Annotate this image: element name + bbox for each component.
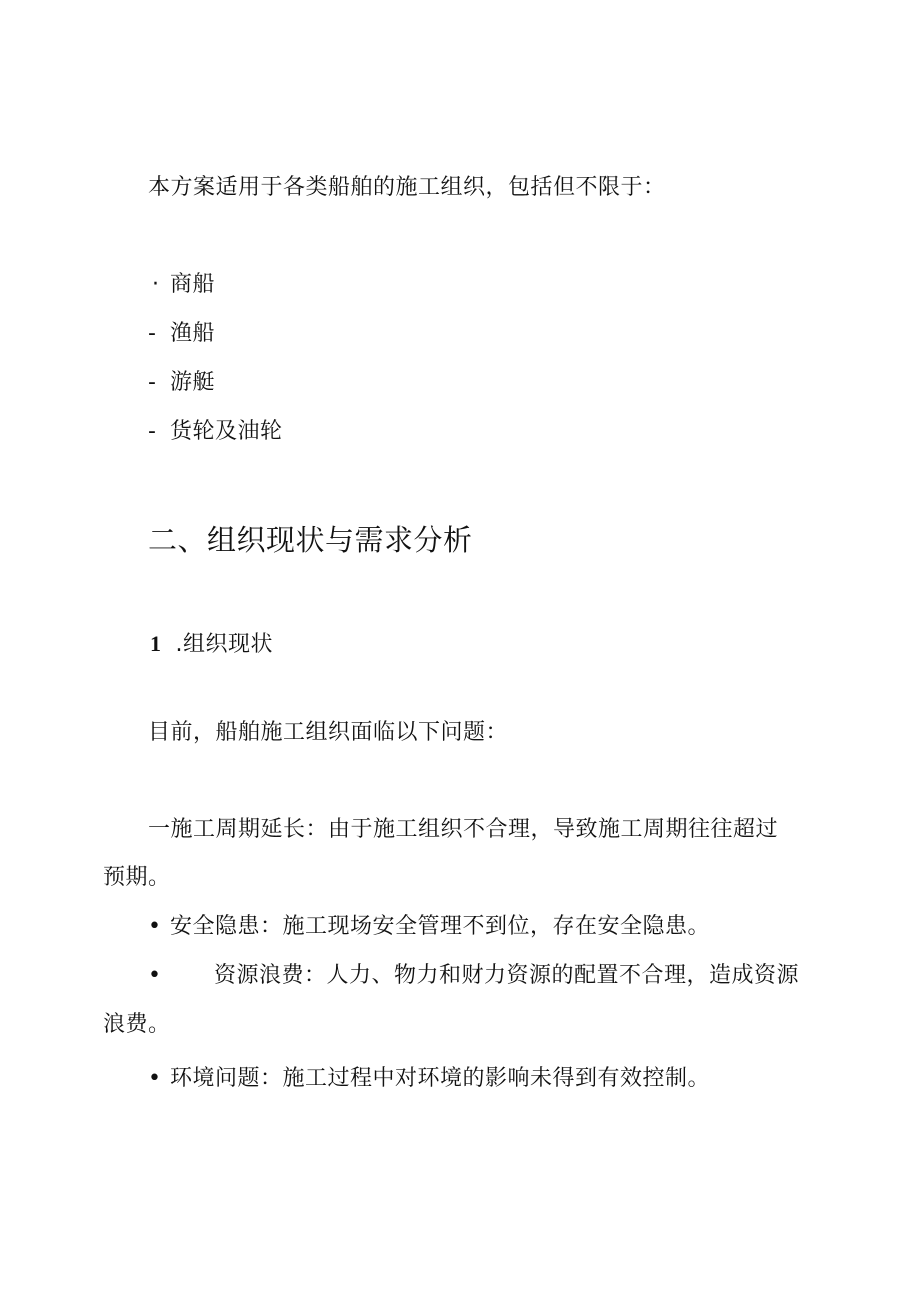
list-item bbox=[152, 270, 215, 300]
list-marker: - bbox=[148, 321, 157, 346]
list-item-text: 渔船 bbox=[170, 321, 216, 346]
problem-item-continuation: 预期。 bbox=[103, 865, 171, 890]
subsection-number: 1 bbox=[150, 631, 162, 656]
subsection-label: .组织现状 bbox=[175, 632, 273, 657]
scope-intro: 本方案适用于各类船舶的施工组织，包括但不限于： bbox=[148, 175, 666, 200]
list-marker: · bbox=[152, 272, 160, 297]
bullet-marker: • bbox=[148, 963, 162, 988]
problem-text: 资源浪费：人力、物力和财力资源的配置不合理，造成资源 bbox=[214, 963, 800, 988]
list-item bbox=[148, 368, 215, 398]
problem-text: 安全隐患：施工现场安全管理不到位，存在安全隐患。 bbox=[170, 914, 711, 939]
problems-lead: 目前，船舶施工组织面临以下问题： bbox=[148, 720, 509, 745]
list-item bbox=[148, 417, 283, 447]
bullet-marker: • bbox=[148, 914, 162, 939]
problem-item bbox=[148, 961, 799, 991]
subsection-heading bbox=[150, 629, 273, 660]
bullet-marker: • bbox=[148, 1066, 162, 1091]
list-item-text: 商船 bbox=[170, 272, 216, 297]
problem-item-continuation: 浪费。 bbox=[103, 1012, 171, 1037]
section-heading: 二、组织现状与需求分析 bbox=[148, 523, 473, 557]
list-item bbox=[148, 319, 215, 349]
list-marker: - bbox=[148, 370, 157, 395]
list-item-text: 货轮及油轮 bbox=[170, 419, 283, 444]
problem-text: 环境问题：施工过程中对环境的影响未得到有效控制。 bbox=[170, 1066, 711, 1091]
list-marker: - bbox=[148, 419, 157, 444]
problem-item bbox=[148, 912, 710, 942]
problem-item-line: 一施工周期延长：由于施工组织不合理，导致施工周期往往超过 bbox=[148, 817, 779, 842]
problem-item bbox=[148, 1064, 710, 1094]
list-item-text: 游艇 bbox=[170, 370, 216, 395]
